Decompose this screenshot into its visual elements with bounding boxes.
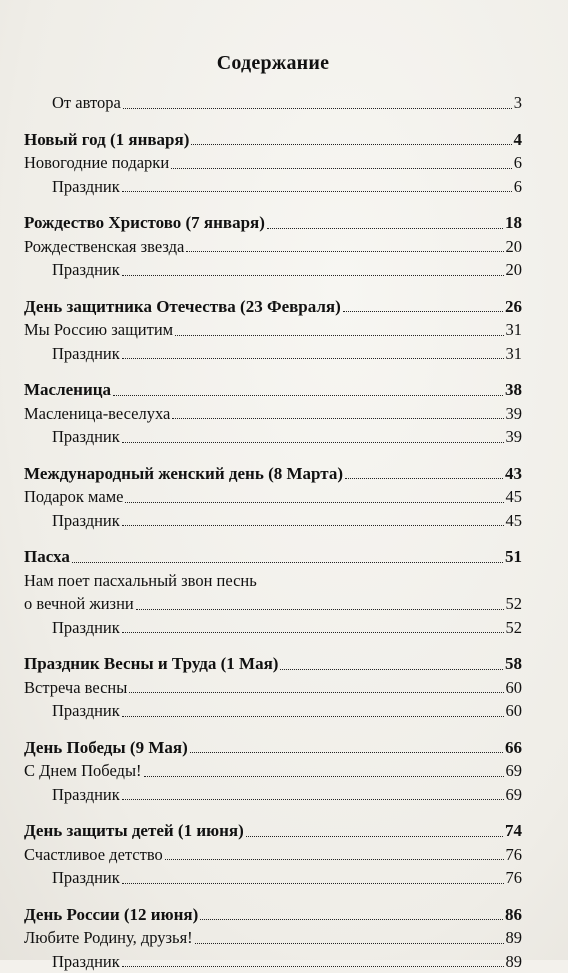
dot-leader [72,562,503,563]
toc-entry [24,258,522,282]
toc-page-number: 52 [506,592,523,616]
toc-page-number: 3 [514,91,522,115]
toc-entry [24,509,522,533]
toc-page-number: 66 [505,736,522,760]
toc-page-number: 20 [506,258,523,282]
toc-entry [24,91,522,115]
toc-page-number: 69 [506,759,523,783]
toc-chapter [24,903,522,927]
toc-page-number: 4 [514,128,523,152]
toc-entry-label: Праздник [52,699,120,723]
dot-leader [122,716,504,717]
toc-entry [24,616,522,640]
dot-leader [144,776,504,777]
toc-page-number: 43 [505,462,522,486]
toc-entry [24,699,522,723]
toc-page-number: 45 [506,485,523,509]
toc-page-number: 60 [506,699,523,723]
dot-leader [122,275,504,276]
toc-entry-label: С Днем Победы! [24,759,142,783]
toc-chapter [24,295,522,319]
dot-leader [195,943,504,944]
toc-entry-label: Новогодние подарки [24,151,169,175]
dot-leader [190,752,503,753]
toc-page-number: 45 [506,509,523,533]
toc-page-number: 58 [505,652,522,676]
toc-page-number: 26 [505,295,522,319]
dot-leader [122,632,504,633]
dot-leader [125,502,503,503]
toc-entry [24,676,522,700]
toc-entry-label: Мы Россию защитим [24,318,173,342]
dot-leader [123,108,512,109]
dot-leader [122,883,504,884]
toc-entry [24,950,522,973]
toc-page-number: 38 [505,378,522,402]
toc-entry-label: Праздник [52,175,120,199]
toc-entry [24,783,522,807]
toc-entry [24,235,522,259]
toc-chapter [24,652,522,676]
toc-entry-label: Праздник [52,258,120,282]
toc-entry-label: Праздник [52,866,120,890]
toc-entry-label: День Победы (9 Мая) [24,736,188,760]
page-title: Содержание [24,52,522,75]
toc-entry-label: Любите Родину, друзья! [24,926,193,950]
toc-entry [24,485,522,509]
toc-entry-label: Пасха [24,545,70,569]
dot-leader [129,692,503,693]
toc-entry-label: Праздник Весны и Труда (1 Мая) [24,652,278,676]
toc-entry-label: Праздник [52,342,120,366]
toc-entry [24,425,522,449]
toc-entry [24,175,522,199]
toc-entry-label: Счастливое детство [24,843,163,867]
toc-page-number: 31 [506,318,523,342]
dot-leader [136,609,504,610]
toc-entry-label: о вечной жизни [24,592,134,616]
toc-entry-label: Подарок маме [24,485,123,509]
toc-page-number: 69 [506,783,523,807]
toc-page-number: 39 [506,425,523,449]
toc-entry-label: День защиты детей (1 июня) [24,819,244,843]
toc-page-number: 6 [514,151,522,175]
dot-leader [122,358,504,359]
toc-chapter [24,736,522,760]
toc-entry [24,866,522,890]
toc-entry-label: Праздник [52,783,120,807]
toc-entry [24,843,522,867]
toc-page-number: 18 [505,211,522,235]
toc-entry [24,318,522,342]
toc-entry-label: Праздник [52,950,120,973]
toc-entry-label: Новый год (1 января) [24,128,189,152]
toc-page-number: 31 [506,342,523,366]
toc-entry [24,926,522,950]
dot-leader [267,228,503,229]
dot-leader [122,442,504,443]
dot-leader [246,836,503,837]
toc-entry-label: Праздник [52,425,120,449]
toc-entry-label: Международный женский день (8 Марта) [24,462,343,486]
dot-leader [191,144,511,145]
dot-leader [122,191,512,192]
dot-leader [200,919,503,920]
toc-entry-label: Масленица [24,378,111,402]
dot-leader [175,335,503,336]
dot-leader [122,966,504,967]
toc-page-number: 89 [506,926,523,950]
dot-leader [280,669,503,670]
toc-entry [24,342,522,366]
toc-page-number: 52 [506,616,523,640]
toc-chapter [24,128,522,152]
dot-leader [165,859,504,860]
toc-entry-label: Масленица-веселуха [24,402,170,426]
toc-chapter [24,462,522,486]
toc-entry [24,592,522,616]
toc-page-number: 76 [506,843,523,867]
toc-page-number: 89 [506,950,523,973]
dot-leader [122,799,504,800]
toc-entry-line: Нам поет пасхальный звон песнь [24,569,522,593]
toc-entry-label: Встреча весны [24,676,127,700]
toc-page-number: 20 [506,235,523,259]
toc-entry [24,151,522,175]
toc-entry [24,402,522,426]
toc-page-number: 76 [506,866,523,890]
toc-chapter [24,819,522,843]
toc-entry-label: Праздник [52,509,120,533]
toc-chapter [24,378,522,402]
dot-leader [113,395,503,396]
dot-leader [343,311,503,312]
toc-page-number: 39 [506,402,523,426]
toc-entry [24,759,522,783]
dot-leader [345,478,503,479]
toc-page-number: 86 [505,903,522,927]
dot-leader [172,418,503,419]
toc-entry-label: День защитника Отечества (23 Февраля) [24,295,341,319]
toc-entry-label: От автора [52,91,121,115]
toc-page-number: 6 [514,175,522,199]
dot-leader [122,525,504,526]
toc-page-number: 51 [505,545,522,569]
table-of-contents [24,91,522,973]
toc-page-number: 60 [506,676,523,700]
dot-leader [186,251,503,252]
dot-leader [171,168,512,169]
toc-chapter [24,545,522,569]
toc-entry-label: День России (12 июня) [24,903,198,927]
toc-entry-label: Праздник [52,616,120,640]
toc-entry-label: Рождественская звезда [24,235,184,259]
toc-page-number: 74 [505,819,522,843]
toc-chapter [24,211,522,235]
toc-entry-label: Рождество Христово (7 января) [24,211,265,235]
